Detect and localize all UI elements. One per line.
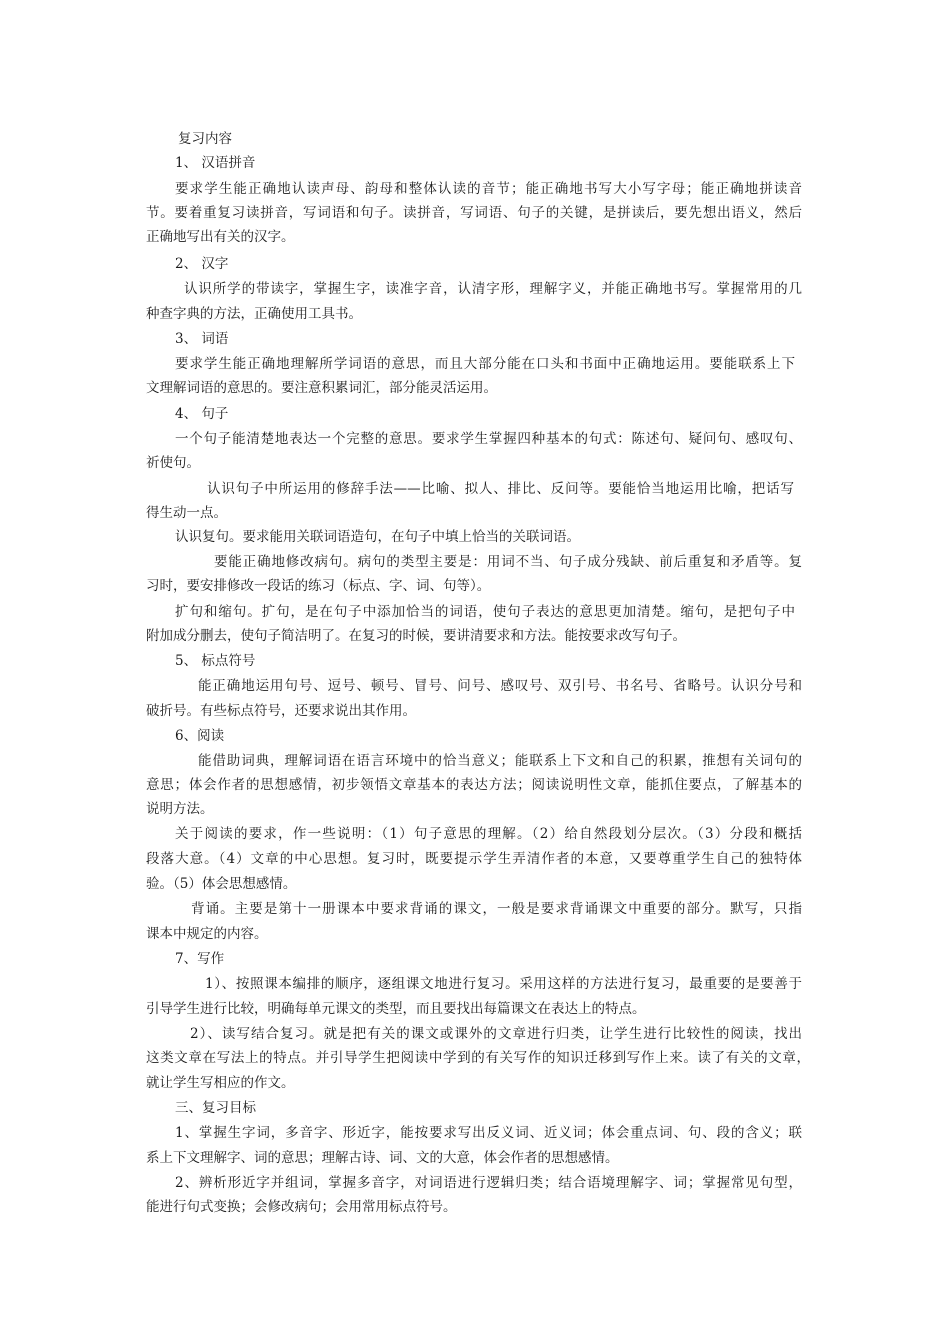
paragraph-line: 说明方法。 [146, 801, 214, 817]
paragraph-line: 1、掌握生字词，多音字、形近字，能按要求写出反义词、近义词；体会重点词、句、段的含义；联 [175, 1125, 802, 1141]
paragraph-line: 关于阅读的要求，作一些说明：（1）句子意思的理解。（2）给自然段划分层次。（3）分段和概括 [175, 826, 802, 842]
paragraph-line: 课本中规定的内容。 [146, 926, 268, 942]
document-title: 复习内容 [178, 131, 232, 147]
paragraph-line: 就让学生写相应的作文。 [146, 1075, 295, 1091]
paragraph-line: 附加成分删去，使句子简洁明了。在复习的时候，要讲清要求和方法。能按要求改写句子。 [146, 628, 686, 644]
paragraph-line: 这类文章在写法上的特点。并引导学生把阅读中学到的有关写作的知识迁移到写作上来。读了有关的文章， [146, 1050, 810, 1066]
section-heading-words: 3、 词语 [175, 331, 229, 347]
section-heading-reading: 6、阅读 [175, 728, 225, 744]
paragraph-line: 要求学生能正确地认读声母、韵母和整体认读的音节；能正确地书写大小写字母；能正确地拼读音 [175, 181, 802, 197]
paragraph-line: 一个句子能清楚地表达一个完整的意思。要求学生掌握四种基本的句式：陈述句、疑问句、感叹句、 [175, 431, 802, 447]
paragraph-line: 认识句子中所运用的修辞手法——比喻、拟人、排比、反问等。要能恰当地运用比喻，把话写 [207, 481, 794, 497]
paragraph-line: 认识所学的带读字，掌握生字，读准字音，认清字形，理解字义，并能正确地书写。掌握常用的几 [184, 281, 802, 297]
paragraph-line: 得生动一点。 [146, 505, 227, 521]
paragraph-line: 破折号。有些标点符号，还要求说出其作用。 [146, 703, 416, 719]
section-heading-hanzi: 2、 汉字 [175, 256, 229, 272]
paragraph-line: 1）、按照课本编排的顺序，逐组课文地进行复习。采用这样的方法进行复习，最重要的是要善于 [205, 976, 802, 992]
paragraph-line: 认识复句。要求能用关联词语造句，在句子中填上恰当的关联词语。 [175, 529, 580, 545]
paragraph-line: 习时，要安排修改一段话的练习（标点、字、词、句等）。 [146, 578, 491, 594]
paragraph-line: 祈使句。 [146, 455, 200, 471]
paragraph-line: 能进行句式变换；会修改病句；会用常用标点符号。 [146, 1199, 457, 1215]
paragraph-line: 正确地写出有关的汉字。 [146, 229, 295, 245]
paragraph-line: 验。（5）体会思想感情。 [146, 876, 297, 892]
paragraph-line: 种查字典的方法，正确使用工具书。 [146, 306, 362, 322]
paragraph-line: 扩句和缩句。扩句，是在句子中添加恰当的词语，使句子表达的意思更加清楚。缩句，是把句子中 [175, 604, 795, 620]
section-heading-pinyin: 1、 汉语拼音 [175, 155, 256, 171]
section-heading-punctuation: 5、 标点符号 [175, 653, 256, 669]
paragraph-line: 引导学生进行比较，明确每单元课文的类型，而且要找出每篇课文在表达上的特点。 [146, 1001, 646, 1017]
paragraph-line: 能借助词典，理解词语在语言环境中的恰当意义；能联系上下文和自己的积累，推想有关词句的 [198, 753, 802, 769]
paragraph-line: 背诵。主要是第十一册课本中要求背诵的课文，一般是要求背诵课文中重要的部分。默写，只指 [191, 901, 802, 917]
paragraph-line: 节。要着重复习读拼音，写词语和句子。读拼音，写词语、句子的关键，是拼读后，要先想出语义，然后 [146, 205, 802, 221]
paragraph-line: 系上下文理解字、词的意思；理解古诗、词、文的大意，体会作者的思想感情。 [146, 1150, 619, 1166]
paragraph-line: 要求学生能正确地理解所学词语的意思，而且大部分能在口头和书面中正确地运用。要能联系上下 [175, 356, 795, 372]
paragraph-line: 文理解词语的意思的。要注意积累词汇，部分能灵活运用。 [146, 380, 497, 396]
section-heading-sentences: 4、 句子 [175, 406, 229, 422]
paragraph-line: 段落大意。（4）文章的中心思想。复习时，既要提示学生弄清作者的本意，又要尊重学生自己的独特体 [146, 851, 802, 867]
paragraph-line: 要能正确地修改病句。病句的类型主要是：用词不当、句子成分残缺、前后重复和矛盾等。复 [214, 554, 802, 570]
paragraph-line: 能正确地运用句号、逗号、顿号、冒号、问号、感叹号、双引号、书名号、省略号。认识分号和 [198, 678, 802, 694]
section-heading-goals: 三、复习目标 [175, 1100, 256, 1116]
paragraph-line: 意思；体会作者的思想感情，初步领悟文章基本的表达方法；阅读说明性文章，能抓住要点，了解基本的 [146, 777, 802, 793]
paragraph-line: 2、辨析形近字并组词，掌握多音字，对词语进行逻辑归类；结合语境理解字、词；掌握常见句型， [175, 1175, 802, 1191]
section-heading-writing: 7、写作 [175, 951, 225, 967]
paragraph-line: 2）、读写结合复习。就是把有关的课文或课外的文章进行归类，让学生进行比较性的阅读，找出 [190, 1026, 802, 1042]
